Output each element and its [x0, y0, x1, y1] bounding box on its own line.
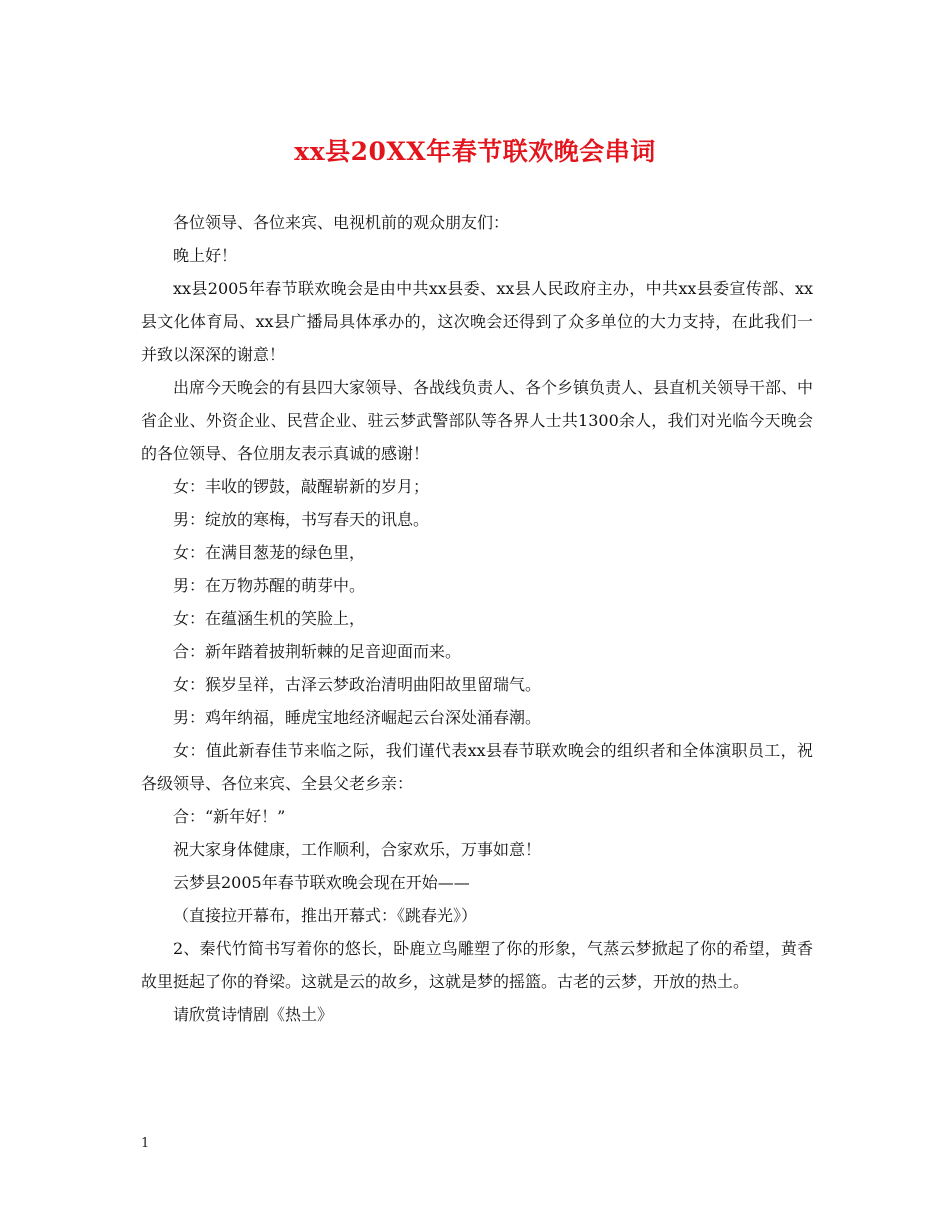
document-body — [141, 206, 813, 1031]
paragraph: 女：值此新春佳节来临之际，我们谨代表xx县春节联欢晚会的组织者和全体演职员工，祝各级领导、各位来宾、全县父老乡亲： — [141, 741, 813, 793]
paragraph: 女：在蕴涵生机的笑脸上， — [173, 609, 366, 628]
paragraph: 请欣赏诗情剧《热土》 — [173, 1005, 334, 1024]
paragraph: 云梦县2005年春节联欢晚会现在开始—— — [173, 873, 470, 892]
paragraph: 祝大家身体健康，工作顺利，合家欢乐，万事如意！ — [173, 840, 542, 859]
paragraph: 晚上好！ — [173, 246, 238, 265]
paragraph: （直接拉开幕布，推出开幕式：《跳春光》） — [173, 906, 478, 925]
page-number: 1 — [141, 1136, 150, 1151]
paragraph: 女：猴岁呈祥，古泽云梦政治清明曲阳故里留瑞气。 — [173, 675, 542, 694]
paragraph: 各位领导、各位来宾、电视机前的观众朋友们： — [173, 213, 510, 232]
paragraph: 男：鸡年纳福，睡虎宝地经济崛起云台深处涌春潮。 — [173, 708, 542, 727]
paragraph: 合：“新年好！” — [173, 807, 286, 826]
paragraph: 男：在万物苏醒的萌芽中。 — [173, 576, 366, 595]
paragraph: 女：丰收的锣鼓，敲醒崭新的岁月； — [173, 477, 430, 496]
paragraph: 2、秦代竹简书写着你的悠长，卧鹿立鸟雕塑了你的形象，气蒸云梦掀起了你的希望，黄香故里挺起了你的脊梁。这就是云的故乡，这就是梦的摇篮。古老的云梦，开放的热土。 — [141, 939, 813, 991]
document-title: xx县20XX年春节联欢晚会串词 — [294, 137, 656, 166]
paragraph: 男：绽放的寒梅，书写春天的讯息。 — [173, 510, 430, 529]
paragraph: 合：新年踏着披荆斩棘的足音迎面而来。 — [173, 642, 462, 661]
paragraph: 女：在满目葱茏的绿色里， — [173, 543, 366, 562]
paragraph: xx县2005年春节联欢晚会是由中共xx县委、xx县人民政府主办，中共xx县委宣传部、xx县文化体育局、xx县广播局具体承办的，这次晚会还得到了众多单位的大力支持，在此我们一并致以深深的谢意！ — [141, 279, 813, 364]
paragraph: 出席今天晚会的有县四大家领导、各战线负责人、各个乡镇负责人、县直机关领导干部、中省企业、外资企业、民营企业、驻云梦武警部队等各界人士共1300余人，我们对光临今天晚会的各位领导、各位朋友表示真诚的感谢！ — [141, 378, 814, 463]
